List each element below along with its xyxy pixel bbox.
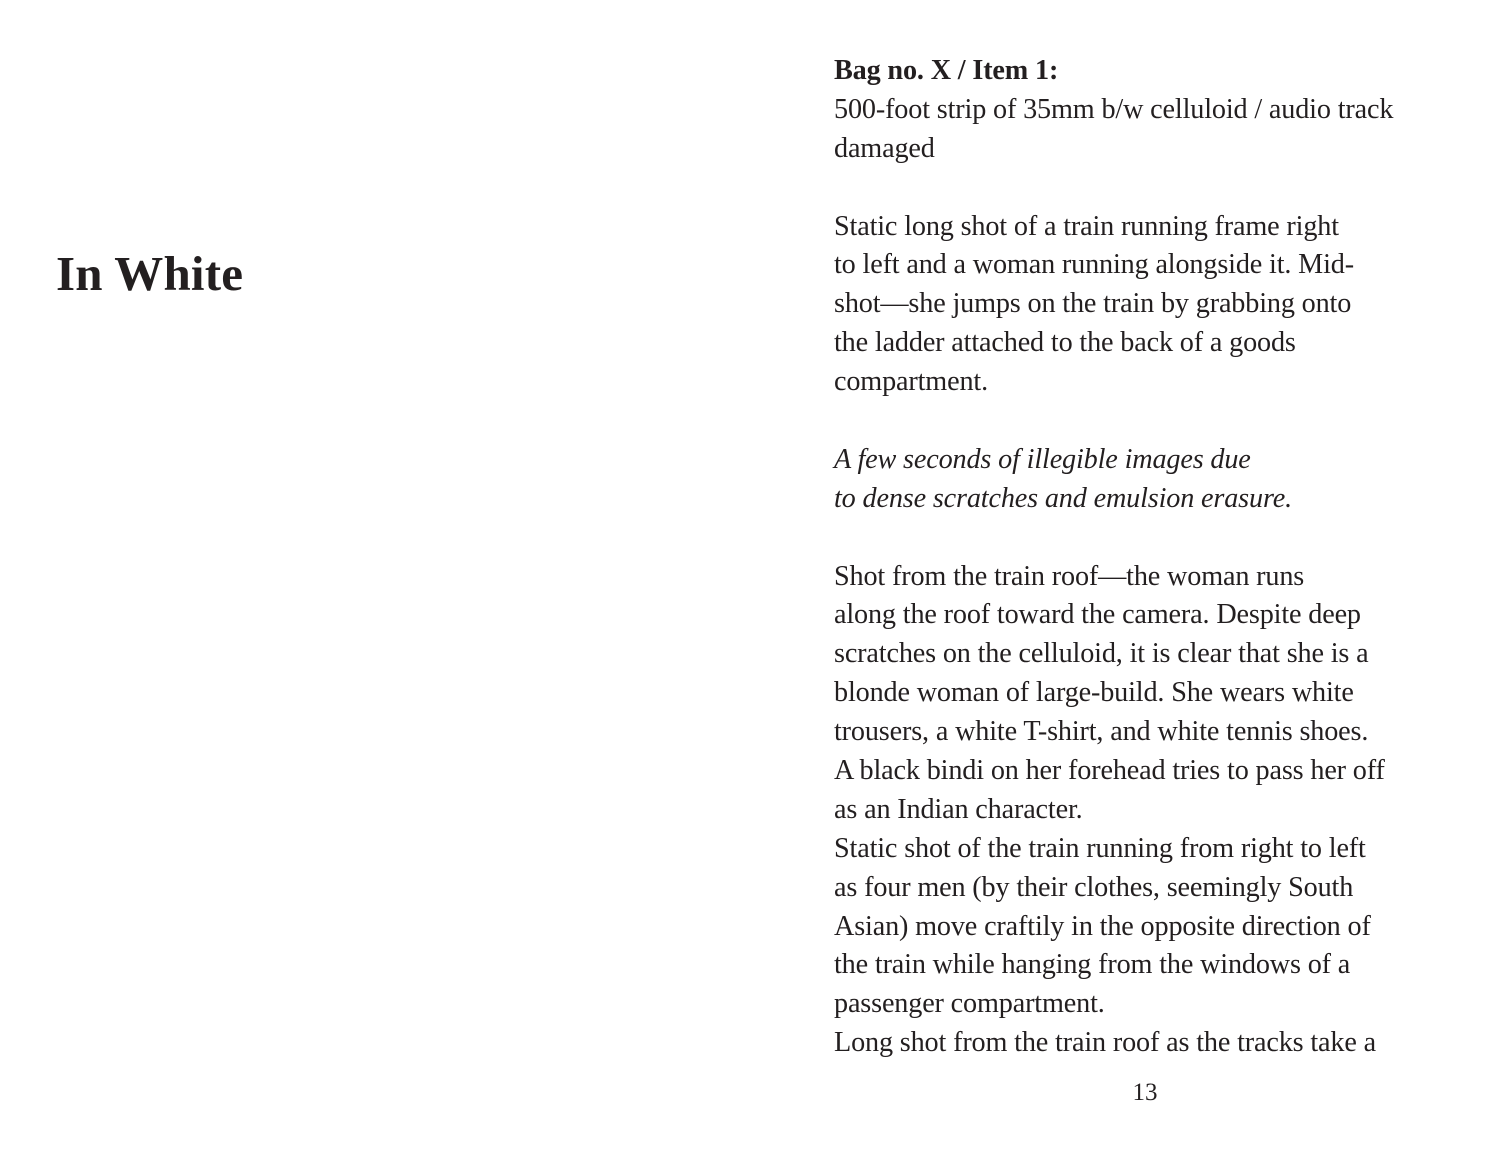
paragraph-1-line: compartment.: [834, 366, 988, 398]
chapter-title: In White: [56, 246, 244, 301]
paragraph-2-line: as an Indian character.: [834, 793, 1083, 825]
body-text: [834, 52, 1474, 1063]
paragraph-4-line: Long shot from the train roof as the tracks take a: [834, 1027, 1376, 1059]
paragraph-spacer: [834, 402, 1474, 441]
paragraph-2-line: blonde woman of large-build. She wears white: [834, 677, 1354, 709]
paragraph-1-line: Static long shot of a train running frame right: [834, 210, 1339, 242]
item-description-line: 500-foot strip of 35mm b/w celluloid / audio track: [834, 93, 1394, 125]
paragraph-2-line: trousers, a white T-shirt, and white tennis shoes.: [834, 716, 1369, 748]
paragraph-2-line: along the roof toward the camera. Despite deep: [834, 599, 1361, 631]
left-page: [0, 0, 755, 1165]
item-heading: Bag no. X / Item 1:: [834, 55, 1059, 86]
paragraph-1-line: shot—she jumps on the train by grabbing onto: [834, 288, 1352, 320]
right-page: [755, 0, 1511, 1165]
paragraph-2-line: scratches on the celluloid, it is clear that she is a: [834, 638, 1369, 670]
paragraph-3-line: Static shot of the train running from right to left: [834, 832, 1366, 864]
italic-note-line: to dense scratches and emulsion erasure.: [834, 482, 1292, 514]
italic-note-line: A few seconds of illegible images due: [834, 443, 1251, 475]
page-number: 13: [1132, 1079, 1158, 1106]
paragraph-1-line: to left and a woman running alongside it. Mid-: [834, 249, 1354, 281]
item-description-line: damaged: [834, 132, 935, 164]
paragraph-3-line: passenger compartment.: [834, 988, 1105, 1020]
paragraph-spacer: [834, 519, 1474, 558]
paragraph-spacer: [834, 169, 1474, 208]
paragraph-3-line: Asian) move craftily in the opposite direction of: [834, 910, 1371, 942]
paragraph-3-line: the train while hanging from the windows of a: [834, 949, 1351, 981]
paragraph-2-line: A black bindi on her forehead tries to pass her off: [834, 755, 1385, 787]
paragraph-2-line: Shot from the train roof—the woman runs: [834, 560, 1305, 592]
paragraph-1-line: the ladder attached to the back of a goods: [834, 327, 1296, 359]
paragraph-3-line: as four men (by their clothes, seemingly South: [834, 871, 1354, 903]
